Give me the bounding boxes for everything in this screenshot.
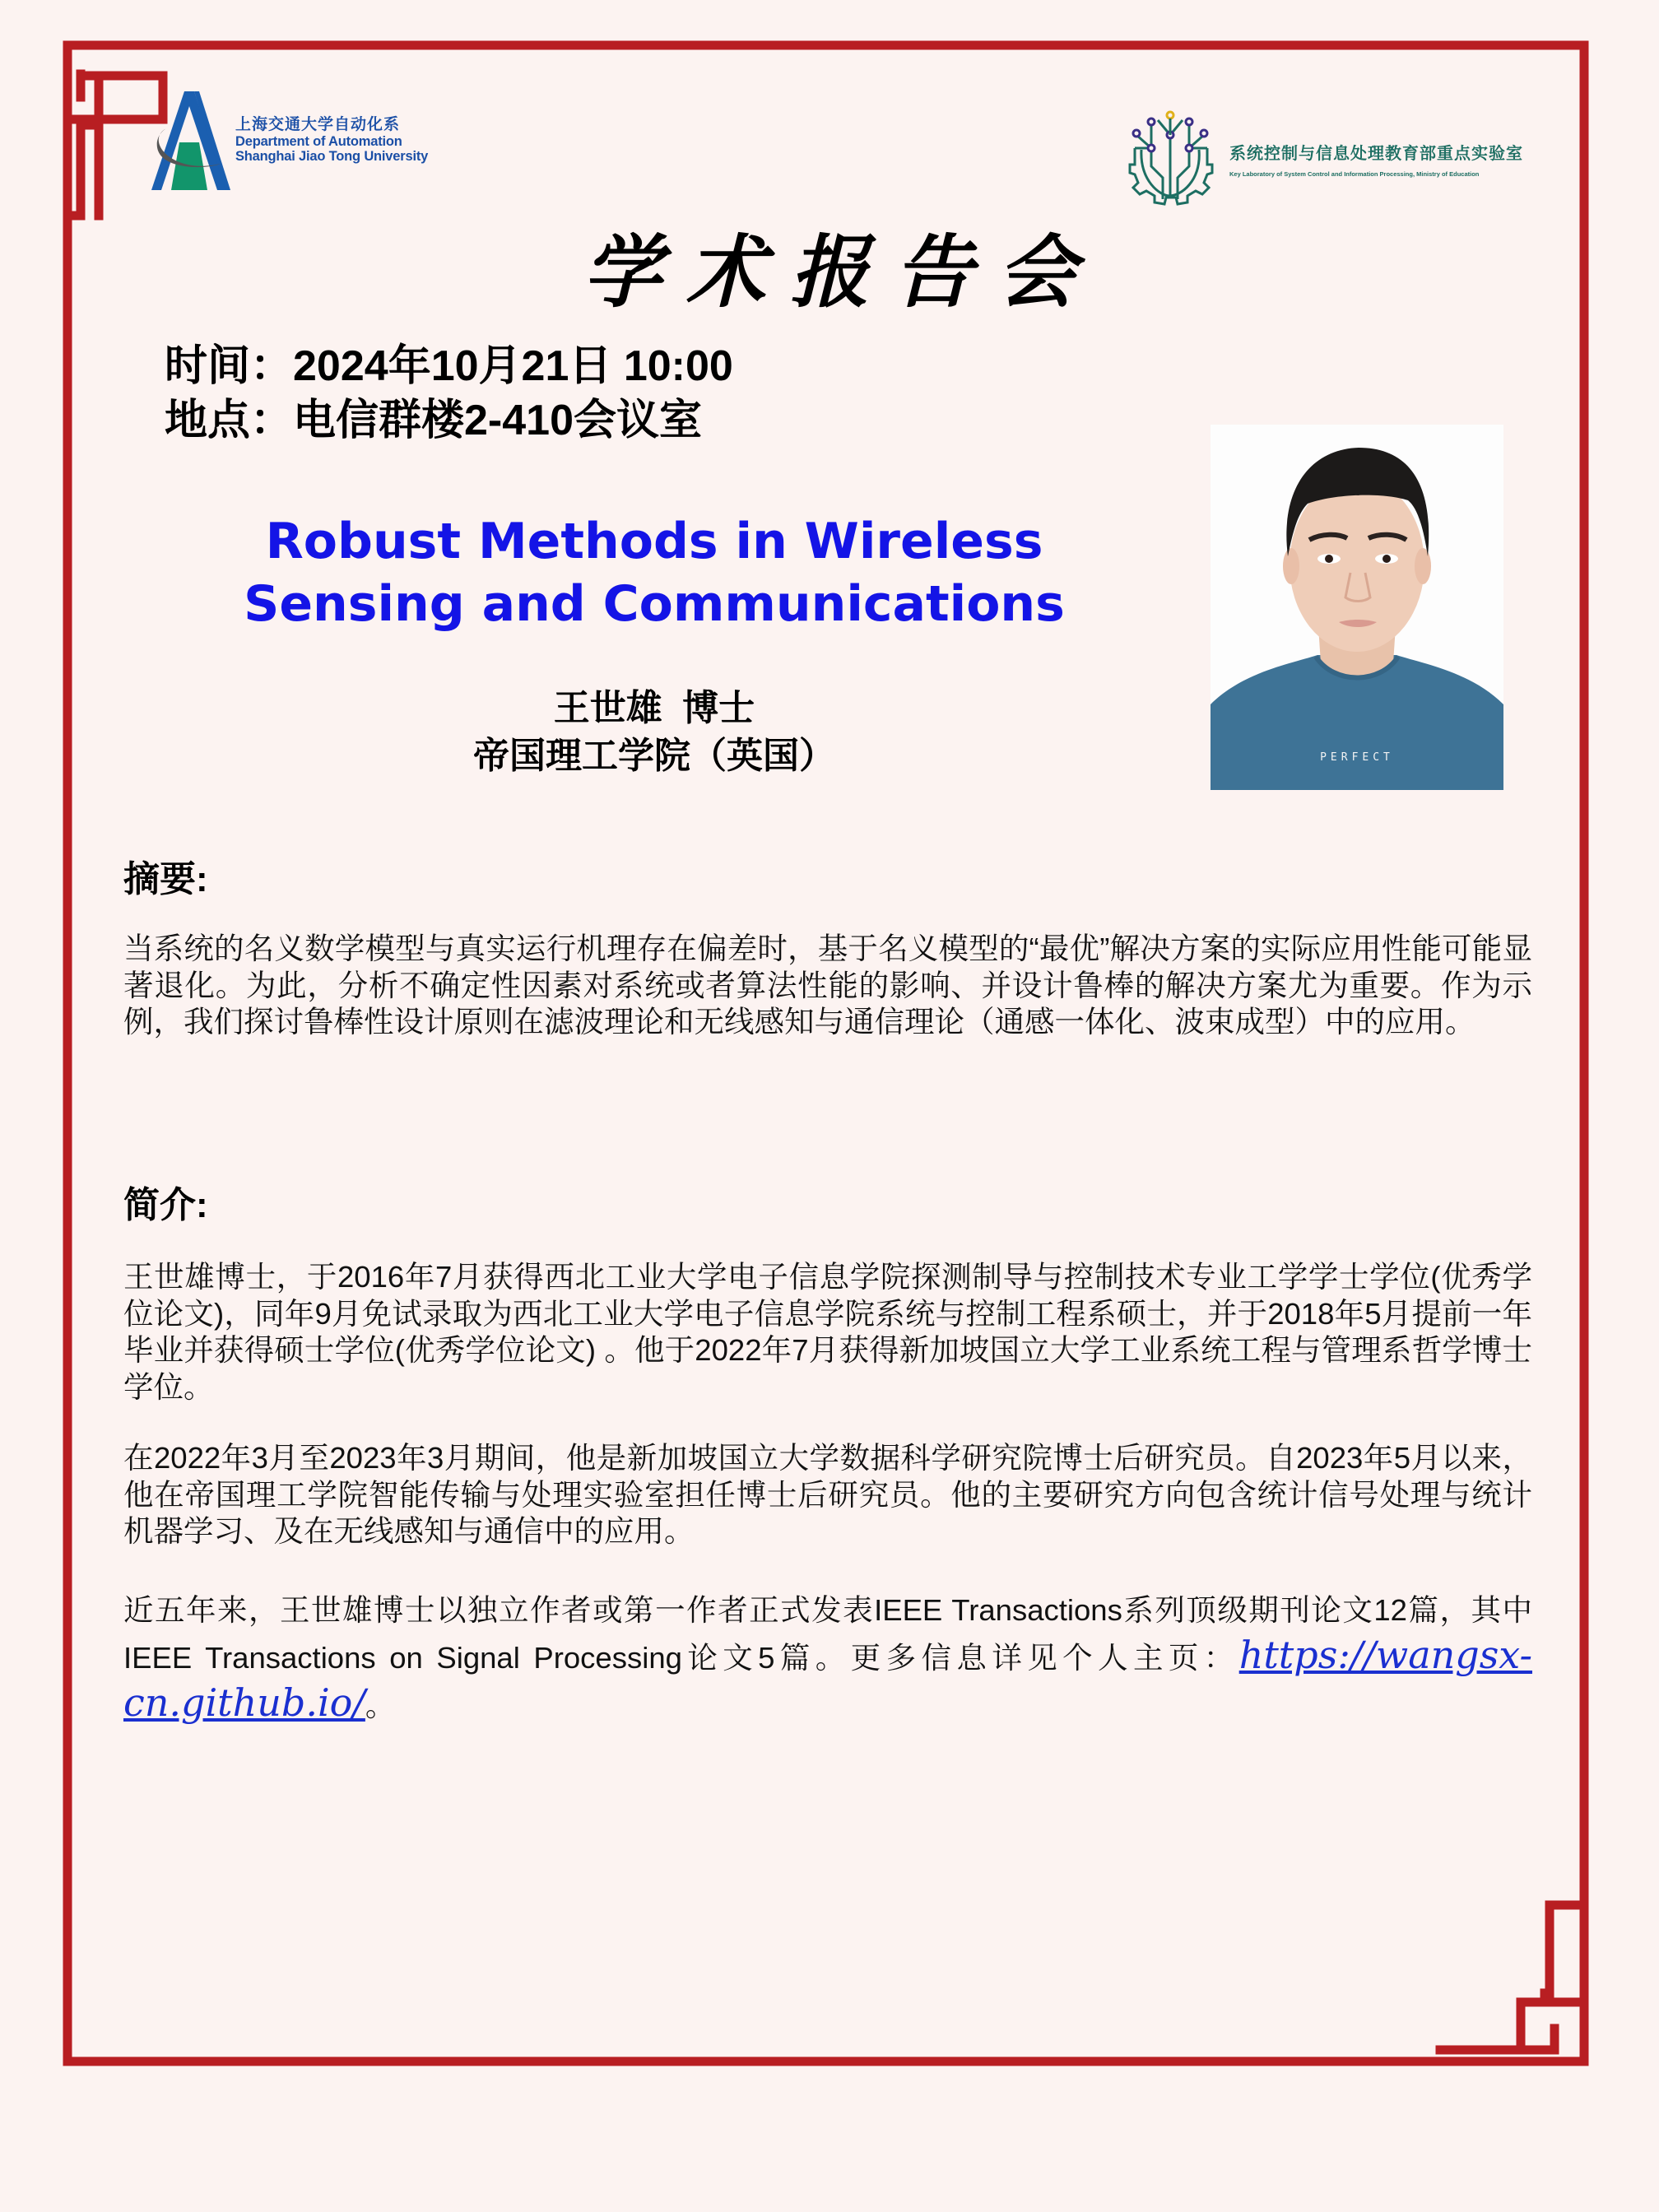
key-lab-text-en: Key Laboratory of System Control and Information Processing, Ministry of Education [1229,170,1480,178]
abstract-heading: 摘要: [123,859,208,899]
bio-paragraph-3 [123,1588,1532,1728]
speaker-name: 王世雄 博士 [553,688,755,728]
event-info [165,339,733,448]
bio-paragraph-1: 王世雄博士，于2016年7月获得西北工业大学电子信息学院探测制导与控制技术专业工学学士学位(优秀学位论文)，同年9月免试录取为西北工业大学电子信息学院系统与控制工程系硕士，并于2018年5月提前一年毕业并获得硕士学位(优秀学位论文) 。他于2022年7月获得新加坡国立大学工业系统工程与管理系哲学博士学位。 [123,1260,1532,1404]
key-lab-text-cn: 系统控制与信息处理教育部重点实验室 [1229,144,1523,163]
talk-title-line-2: Sensing and Communications [244,575,1065,633]
gear-circuit-logo-icon [1123,107,1218,210]
place-label: 地点： [165,397,294,444]
event-time [165,339,733,393]
bio-heading: 简介: [123,1185,208,1225]
time-label: 时间： [165,342,294,390]
homepage-link[interactable]: https://wangsx-cn.github.io/ [123,1633,1532,1725]
bio-paragraph-3-text: 近五年来，王世雄博士以独立作者或第一作者正式发表IEEE Transactions系列顶级期刊论文12篇，其中IEEE Transactions on Signal Processing论文5篇。更多信息详见个人主页： [123,1593,1532,1675]
place-value: 电信群楼2-410会议室 [293,397,703,444]
talk-title-line-1: Robust Methods in Wireless [265,513,1043,570]
sjtu-a-logo-icon [148,91,230,190]
sjtu-logo-text-en-1: Department of Automation [235,133,402,149]
speaker-portrait-image [1211,425,1503,790]
sjtu-automation-logo [148,89,494,192]
bio-paragraph-2: 在2022年3月至2023年3月期间，他是新加坡国立大学数据科学研究院博士后研究员。自2023年5月以来，他在帝国理工学院智能传输与处理实验室担任博士后研究员。他的主要研究方向包含统计信号处理与统计机器学习、及在无线感知与通信中的应用。 [123,1441,1532,1548]
key-lab-logo [1123,107,1568,210]
bio-paragraph-3-end: 。 [365,1689,396,1722]
sjtu-logo-text-cn: 上海交通大学自动化系 [235,116,401,134]
talk-title [239,510,1070,635]
poster-title: 学术报告会 [583,225,1101,318]
abstract-text: 当系统的名义数学模型与真实运行机理存在偏差时，基于名义模型的“最优”解决方案的实际应用性能可能显著退化。为此，分析不确定性因素对系统或者算法性能的影响、并设计鲁棒的解决方案尤为重要。作为示例，我们探讨鲁棒性设计原则在滤波理论和无线感知与通信理论（通感一体化、波束成型）中的应用。 [123,932,1532,1039]
shirt-text: PERFECT [1320,751,1394,764]
speaker-affiliation: 帝国理工学院（英国） [473,736,835,776]
speaker-info [239,685,1070,780]
sjtu-logo-text-en-2: Shanghai Jiao Tong University [235,149,429,165]
time-value: 2024年10月21日 10:00 [293,342,733,390]
speaker-photo [1211,425,1503,790]
event-place [165,393,733,448]
